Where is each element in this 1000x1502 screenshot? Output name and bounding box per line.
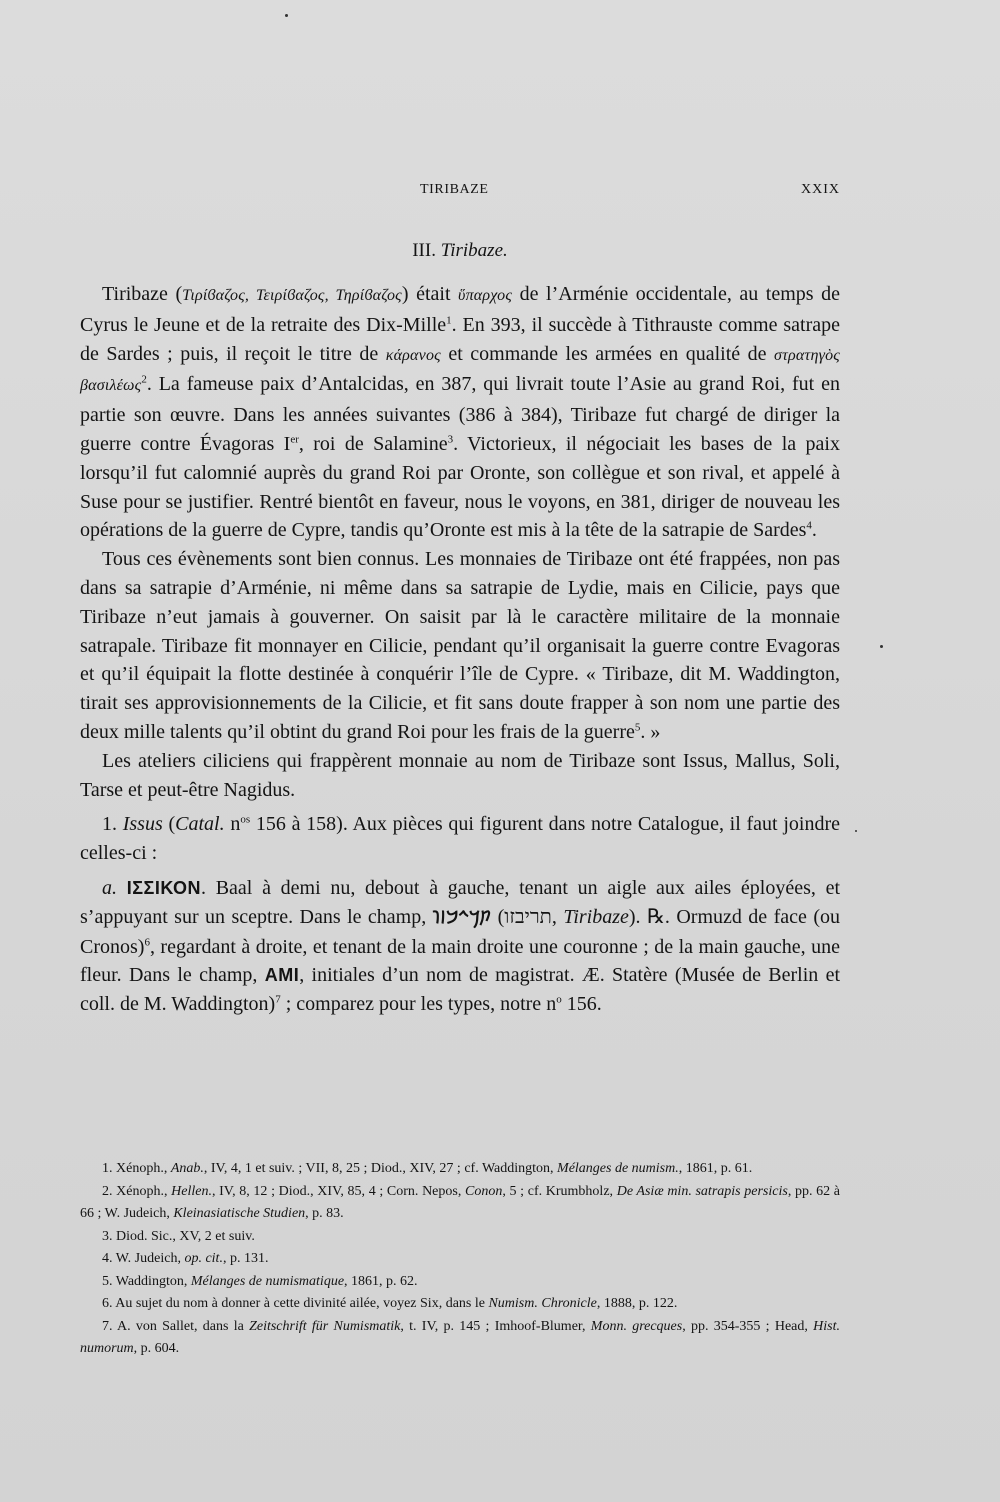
italic-run: De Asiæ min. satrapis persicis bbox=[616, 1183, 788, 1199]
coin-legend: ΙΣΣΙΚΟΝ bbox=[126, 877, 201, 898]
print-speck bbox=[880, 645, 883, 648]
text-run: et commande les armées en qualité de bbox=[440, 342, 775, 365]
text-run: ( bbox=[491, 905, 505, 928]
text-run: , initiales d’un nom de magistrat. bbox=[299, 964, 582, 987]
footnote-ref[interactable]: 6 bbox=[144, 935, 150, 948]
text-run: , 1888, p. 122. bbox=[596, 1296, 678, 1311]
italic-run: Conon bbox=[465, 1183, 503, 1199]
section-number: III. bbox=[412, 240, 436, 261]
text-run: ). bbox=[628, 905, 647, 928]
italic-run: Kleinasiatische Studien bbox=[173, 1206, 306, 1221]
text-run: , regardant à droite, et tenant de la main droite une couronne ; de la main gauche, une fleur. Dans le champ, bbox=[80, 935, 840, 987]
text-run: 1. bbox=[102, 813, 123, 836]
text-run: . La fameuse paix d’Antalcidas, en 387, qui livrait toute l’Asie au grand Roi, fut en partie son œuvre. Dans les années suivantes (386 à 384), Tiribaze fut chargé de diriger la guerre contre Évagoras I bbox=[80, 373, 840, 455]
italic-run: Zeitschrift für Numismatik bbox=[249, 1318, 401, 1334]
text-run: , 1861, p. 61. bbox=[678, 1161, 753, 1176]
italic-run: Anab. bbox=[170, 1161, 204, 1176]
text-run: 7. A. von Sallet, dans la bbox=[102, 1318, 250, 1334]
text-run: , p. 604. bbox=[133, 1341, 180, 1356]
text-run: . » bbox=[640, 720, 661, 743]
italic-run: Monn. grecques bbox=[590, 1318, 683, 1334]
footnote-ref[interactable]: 3 bbox=[447, 433, 454, 446]
italic-run: Mélanges de numism. bbox=[557, 1161, 679, 1176]
text-run: ; comparez pour les types, notre n bbox=[280, 993, 557, 1016]
footnote-6 bbox=[80, 1293, 840, 1316]
metal-symbol: Æ bbox=[581, 964, 600, 987]
text-run: 1. Xénoph., bbox=[102, 1161, 171, 1176]
text-run: , bbox=[551, 905, 564, 928]
text-run: ( bbox=[162, 813, 176, 836]
text-run: de l’Arménie occidentale, au temps de Cyrus le Jeune et de la retraite des Dix-Mille bbox=[80, 283, 840, 336]
italic-run: Mélanges de numismatique bbox=[190, 1273, 345, 1289]
item-letter: a. bbox=[102, 876, 117, 899]
text-run: 3. Diod. Sic., XV, 2 et suiv. bbox=[102, 1228, 255, 1244]
text-run: , IV, 4, 1 et suiv. ; VII, 8, 25 ; Diod., XIV, 27 ; cf. Waddington, bbox=[203, 1161, 558, 1176]
footnote-1 bbox=[80, 1158, 840, 1181]
text-run: , t. IV, p. 145 ; Imhoof-Blumer, bbox=[400, 1318, 591, 1334]
text-run: , p. 83. bbox=[305, 1206, 344, 1221]
aramaic-inscription: 𐡕𐡓𐡉𐡁𐡆𐡅 bbox=[432, 907, 492, 928]
text-run: 156 à 158). Aux pièces qui figurent dans notre Catalogue, il faut joindre celles-ci : bbox=[80, 813, 840, 865]
text-run: , p. 131. bbox=[222, 1251, 269, 1266]
greek-term: στρατηγὸς βασιλέως bbox=[80, 346, 840, 395]
text-run: , 1861, p. 62. bbox=[344, 1273, 418, 1289]
coin-description-a bbox=[80, 874, 840, 1019]
footnote-ref[interactable]: 4 bbox=[806, 519, 812, 532]
text-run: 2. Xénoph., bbox=[102, 1183, 172, 1199]
section-heading: Tiribaze. bbox=[440, 240, 508, 261]
footnote-ref[interactable]: 1 bbox=[446, 314, 452, 327]
italic-run: Issus bbox=[122, 813, 163, 836]
magistrate-initials: AMI bbox=[264, 965, 300, 986]
paragraph-mints bbox=[80, 747, 840, 805]
text-run: . bbox=[811, 519, 817, 542]
footnotes bbox=[80, 1158, 840, 1361]
footnote-7 bbox=[80, 1316, 840, 1361]
text-run: , IV, 8, 12 ; Diod., XIV, 85, 4 ; Corn. Nepos, bbox=[211, 1183, 466, 1199]
paragraph-intro bbox=[80, 280, 840, 545]
italic-run: Hist. numorum bbox=[80, 1318, 840, 1356]
italic-run: op. cit. bbox=[184, 1251, 223, 1266]
italic-run: Catal. bbox=[175, 813, 225, 836]
text-run: ) était bbox=[401, 283, 459, 305]
body-text bbox=[80, 280, 840, 1019]
footnote-3 bbox=[80, 1226, 840, 1249]
reverse-symbol: ℞ bbox=[646, 905, 665, 928]
superscript: os bbox=[240, 813, 251, 826]
footnote-5 bbox=[80, 1271, 840, 1294]
text-run: . Statère (Musée de Berlin et coll. de M. Waddington) bbox=[80, 964, 841, 1016]
footnote-ref[interactable]: 2 bbox=[141, 373, 147, 386]
footnote-ref[interactable]: 5 bbox=[634, 721, 641, 734]
text-run: . Victorieux, il négociait les bases de la paix lorsqu’il fut calomnié auprès du grand Roi par Oronte, son collègue et son rival, et appelé à Suse pour se justifier. Rentré bientôt en faveur, nous le voyons, en 381, diriger de nouveau les opérations de la guerre de Cypre, tandis qu’Oronte est mis à la tête de la satrapie de Sardes bbox=[80, 432, 840, 542]
text-run: . Baal à demi nu, debout à gauche, tenant un aigle aux ailes éployées, et s’appuyant sur un sceptre. Dans le champ, bbox=[80, 876, 841, 928]
text-run: , pp. 62 à 66 ; W. Judeich, bbox=[80, 1183, 841, 1221]
text-run: 6. Au sujet du nom à donner à cette divinité ailée, voyez Six, dans le bbox=[102, 1296, 489, 1311]
section-title bbox=[80, 240, 840, 262]
page-number: XXIX bbox=[801, 182, 840, 197]
footnote-ref[interactable]: 7 bbox=[275, 993, 281, 1006]
catalogue-entry-issus bbox=[80, 810, 840, 868]
text-run: 4. W. Judeich, bbox=[102, 1251, 185, 1266]
greek-term: κάρανος bbox=[385, 346, 441, 364]
text-run: n bbox=[224, 813, 241, 836]
hebrew-transcription: תריבזו bbox=[504, 905, 552, 928]
text-run: . Ormuzd de face (ou Cronos) bbox=[80, 905, 840, 958]
footnote-4 bbox=[80, 1248, 840, 1271]
text-run: , roi de Salamine bbox=[298, 432, 448, 455]
text-run: Les ateliers ciliciens qui frappèrent monnaie au nom de Tiribaze sont Issus, Mallus, Soli, Tarse et peut-être Nagidus. bbox=[80, 749, 840, 801]
running-head: TIRIBAZE bbox=[420, 182, 489, 197]
text-run: . En 393, il succède à Tithrauste comme satrape de Sardes ; puis, il reçoit le titre de bbox=[80, 313, 840, 365]
text-run: Tiribaze ( bbox=[102, 283, 183, 305]
italic-run: Hellen. bbox=[171, 1183, 212, 1199]
print-speck bbox=[855, 830, 857, 832]
greek-term: ὕπαρχος bbox=[458, 287, 513, 304]
page-header bbox=[80, 182, 840, 208]
italic-run: Tiribaze bbox=[563, 905, 629, 928]
superscript: er bbox=[290, 433, 299, 446]
footnote-2 bbox=[80, 1181, 840, 1226]
text-run: 5. Waddington, bbox=[102, 1273, 191, 1289]
paragraph-events bbox=[80, 545, 840, 747]
print-speck bbox=[285, 14, 288, 17]
text-run: , 5 ; cf. Krumbholz, bbox=[502, 1183, 617, 1199]
italic-run: Numism. Chronicle bbox=[488, 1296, 597, 1311]
superscript: o bbox=[556, 993, 562, 1006]
greek-names: Τιρίϐαζος, Τειρίϐαζος, Τηρίϐαζος bbox=[182, 287, 402, 304]
text-run: Tous ces évènements sont bien connus. Les monnaies de Tiribaze ont été frappées, non pas dans sa satrapie d’Arménie, ni même dans sa satrapie de Lydie, mais en Cilicie, pays que Tiribaze n’eut jamais à gouverner. On saisit par là le caractère militaire de la monnaie satrapale. Tiribaze fit monnayer en Cilicie, pendant qu’il organisait la guerre contre Evagoras et qu’il équipait la flotte destinée à conquérir l’île de Cypre. « Tiribaze, dit M. Waddington, tirait ses approvisionnements de la Cilicie, et fit sans doute frapper à son nom une partie des deux mille talents qu’il obtint du grand Roi pour les frais de la guerre bbox=[80, 548, 840, 743]
text-run: 156. bbox=[561, 993, 602, 1016]
text-run: , pp. 354-355 ; Head, bbox=[682, 1318, 814, 1334]
